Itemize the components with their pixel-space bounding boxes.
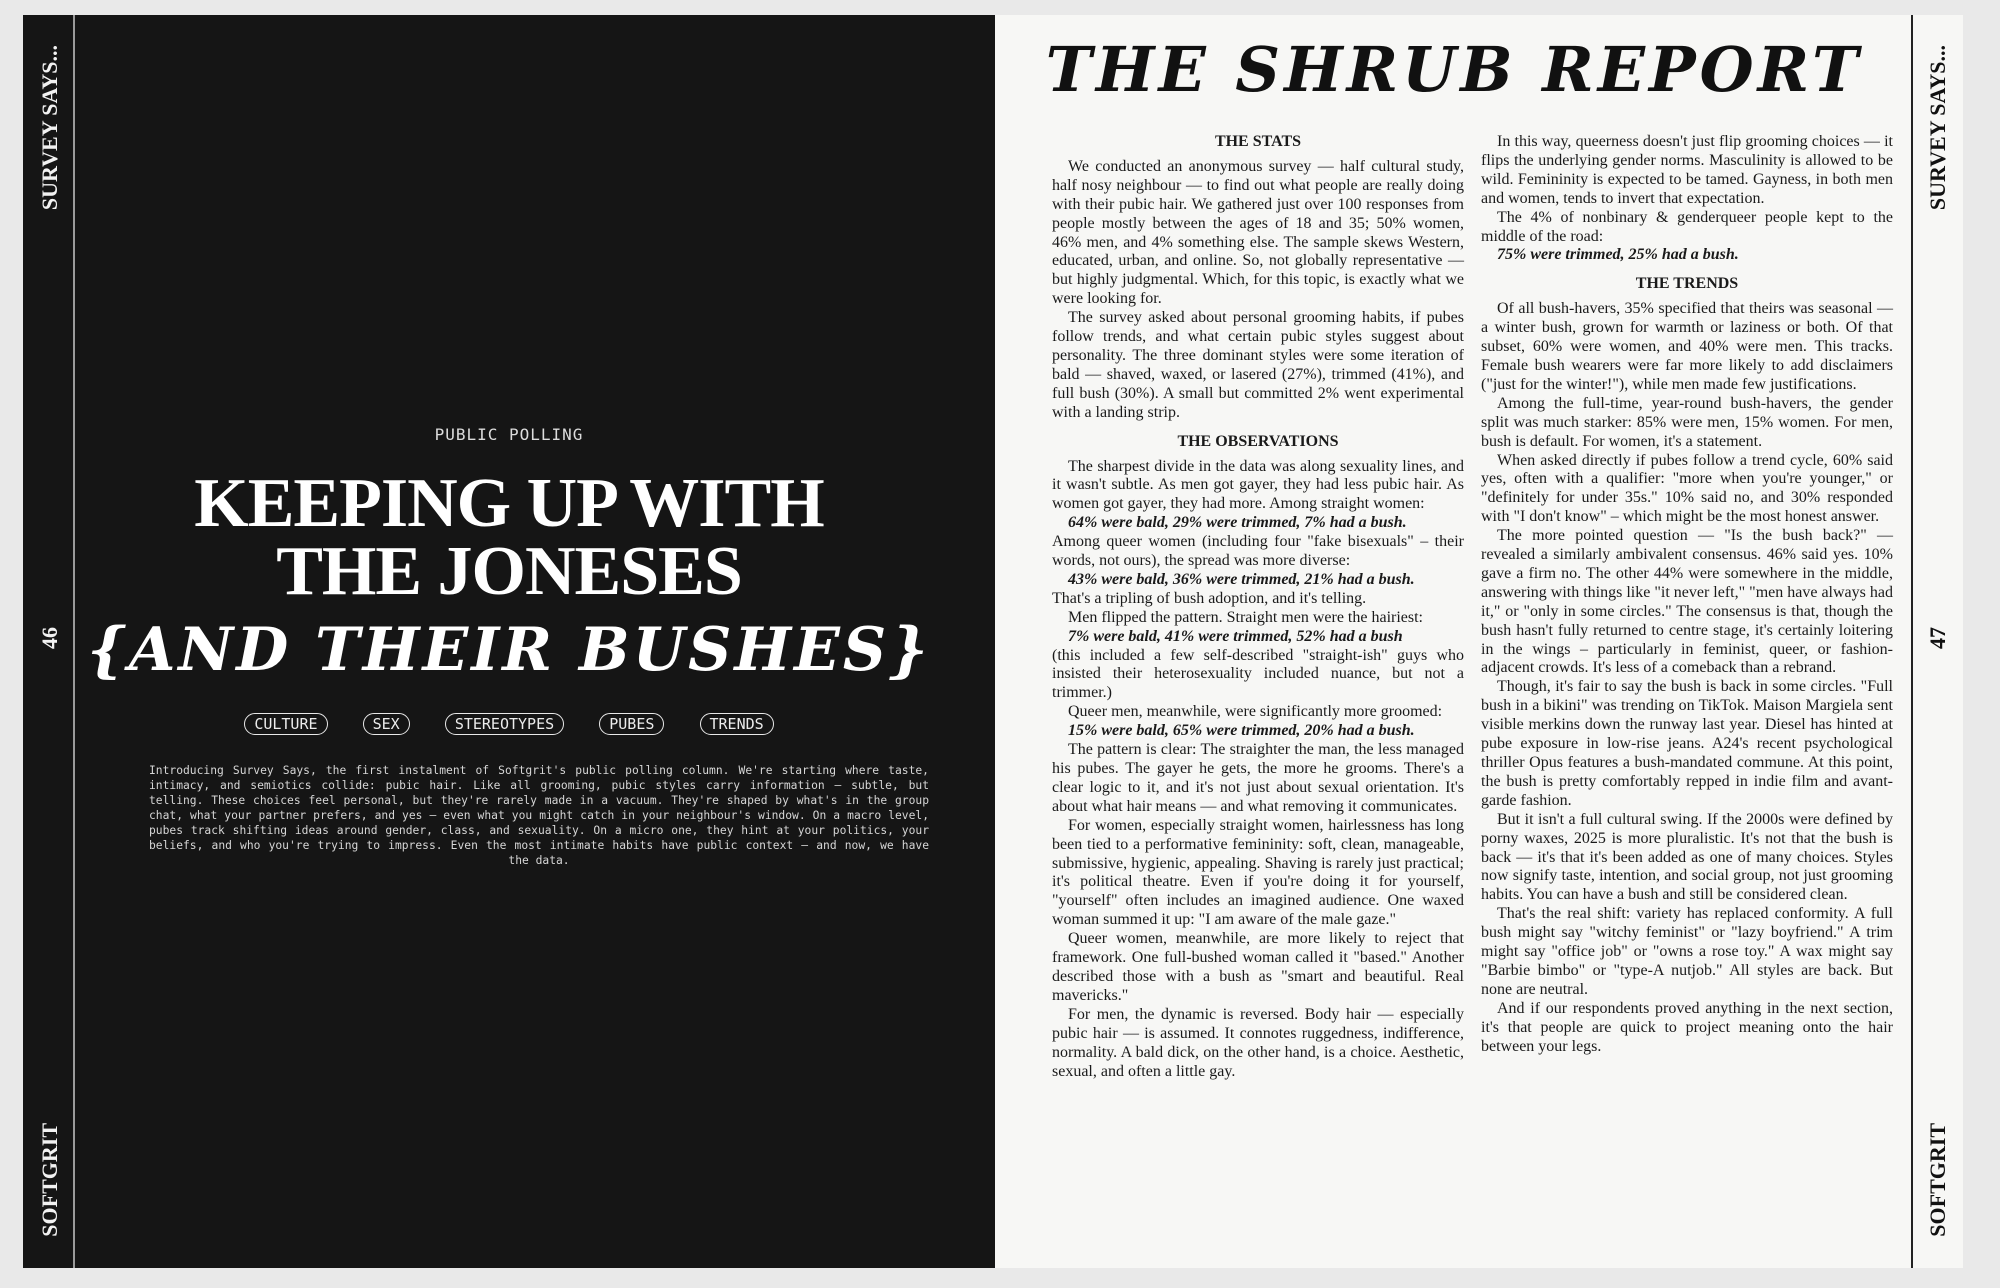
article-column-left [1052,133,1464,1081]
article-column-right [1481,133,1893,1057]
tag-trends[interactable]: TRENDS [700,713,774,735]
right-page-number: 47 [1925,627,1950,649]
paragraph: That's a tripling of bush adoption, and it's telling. [1052,589,1367,607]
tag-stereotypes[interactable]: STEREOTYPES [445,713,564,735]
heading-the-observations: THE OBSERVATIONS [1177,432,1339,450]
headline-script: {AND THEIR BUSHES} [87,615,931,685]
stat-line: 75% were trimmed, 25% had a bush. [1497,246,1739,264]
paragraph: For women, especially straight women, hairlessness has long been tied to a performative femininity: soft, clean, manageable, submissive, hygienic, appealing. Shaving is rarely just practical; it's political theatre. Even if you're doing it for yourself, "yourself" often includes an imagined audience. One waxed woman summed it up: "I am aware of the male gaze." [1052,816,1464,929]
left-page-number: 46 [37,627,62,649]
paragraph: Queer men, meanwhile, were significantly more groomed: [1068,703,1443,721]
stat-line: 43% were bald, 36% were trimmed, 21% had a bush. [1068,570,1415,588]
paragraph: We conducted an anonymous survey — half cultural study, half nosy neighbour — to find out what people are really doing with their pubic hair. We gathered just over 100 responses from people mostly between the ages of 18 and 35; 50% women, 46% men, and 4% something else. The sample skews Western, educated, urban, and online. So, not globally representative — but highly judgmental. Which, for this topic, is exactly what we were looking for. [1052,157,1464,308]
right-spine [1911,15,1963,1268]
headline [23,465,995,610]
paragraph: The pattern is clear: The straighter the man, the less managed his pubes. The gayer he gets, the more he grooms. There's a clear logic to it, and it's not just about sexual orientation. It's about what hair means — and what removing it communicates. [1052,741,1464,815]
paragraph: And if our respondents proved anything in the next section, it's that people are quick to project meaning onto the hair between your legs. [1481,999,1893,1055]
stat-line: 64% were bald, 29% were trimmed, 7% had a bush. [1068,514,1407,532]
paragraph: The more pointed question — "Is the bush back?" — revealed a similarly ambivalent consensus. 46% said yes. 10% gave a firm no. The other 44% were somewhere in the middle, answering with things like "it never left," "men have always had it," or "only in some circles." The consensus is that, though the bush hasn't fully returned to centre stage, it's certainly loitering in the wings – particularly in feminist, queer, or fashion-adjacent crowds. It's less of a comeback than a rebrand. [1481,527,1893,677]
intro-paragraph: Introducing Survey Says, the first instalment of Softgrit's public polling column. We're starting where taste, intimacy, and semiotics collide: pubic hair. Like all grooming, pubic styles carry information – subtle, but telling. These choices feel personal, but they're rarely made in a vacuum. They're shaped by what's in the group chat, what your partner prefers, and yes – even what you might catch in your neighbour's window. On a macro level, pubes track shifting ideas around gender, class, and sexuality. On a micro one, they hint at your politics, your beliefs, and who you're trying to impress. Even the most intimate habits have public context – and now, we have the data. [149,764,929,867]
stat-line: 15% were bald, 65% were trimmed, 20% had a bush. [1068,722,1415,740]
paragraph: Of all bush-havers, 35% specified that theirs was seasonal — a winter bush, grown for warmth or laziness or both. Of that subset, 60% were women, and 40% were men. This tracks. Female bush wearers were far more likely to add disclaimers ("just for the winter!"), while men made few justifications. [1481,300,1893,393]
tag-list [23,713,995,735]
left-spine-section-label: SURVEY SAYS... [37,45,62,211]
paragraph: The sharpest divide in the data was along sexuality lines, and it wasn't subtle. As men got gayer, they had less pubic hair. As women got gayer, they had more. Among straight women: [1052,457,1464,513]
paragraph: In this way, queerness doesn't just flip grooming choices — it flips the underlying gender norms. Masculinity is allowed to be wild. Femininity is expected to be tamed. Gayness, in both men and women, tends to invert that expectation. [1481,133,1893,207]
headline-line-1: KEEPING UP WITH [194,465,824,542]
tag-pubes[interactable]: PUBES [599,713,664,735]
tag-culture[interactable]: CULTURE [244,713,327,735]
right-spine-brand: SOFTGRIT [1925,1123,1950,1237]
paragraph: When asked directly if pubes follow a trend cycle, 60% said yes, often with a qualifier: "more when you're younger," or "definitely for under 35s." 10% said no, and 30% responded with "I don't know" – which might be the most honest answer. [1481,451,1893,526]
paragraph: But it isn't a full cultural swing. If the 2000s were defined by porny waxes, 2025 is more pluralistic. It's not that the bush is back — it's that it's been added as one of many choices. Styles now signify taste, intention, and social group, not just grooming habits. You can have a bush and still be considered clean. [1481,810,1893,904]
stat-line: 7% were bald, 41% were trimmed, 52% had a bush [1068,627,1403,645]
paragraph: (this included a few self-described "straight-ish" guys who insisted their heterosexuality included nuance, but not a trimmer.) [1052,646,1464,702]
tag-sex[interactable]: SEX [363,713,410,735]
headline-line-2: THE JONESES [276,533,742,610]
left-spine-brand: SOFTGRIT [37,1123,62,1237]
right-spine-section-label: SURVEY SAYS... [1925,45,1950,211]
paragraph: That's the real shift: variety has replaced conformity. A full bush might say "witchy feminist" or "lazy boyfriend." A trim might say "office job" or "owns a rose toy." A wax might say "Barbie bimbo" or "type-A nutjob." All styles are back. But none are neutral. [1481,905,1893,998]
paragraph: Among the full-time, year-round bush-havers, the gender split was much starker: 85% were men, 15% women. For men, bush is default. For women, it's a statement. [1481,394,1893,450]
paragraph: The survey asked about personal grooming habits, if pubes follow trends, and what certain pubic styles suggest about personality. The three dominant styles were some iteration of bald — shaved, waxed, or lasered (27%), trimmed (41%), and full bush (30%). A small but committed 2% went experimental with a landing strip. [1052,309,1464,421]
paragraph: Though, it's fair to say the bush is back in some circles. "Full bush in a bikini" was trending on TikTok. Maison Margiela sent visible merkins down the runway last year. Diesel has hinted at pube exposure in low-rise jeans. A24's recent psychological thriller Opus features a bush-mandated commune. At this point, the bush is pretty comfortably repped in indie film and avant-garde fashion. [1481,678,1893,809]
paragraph: The 4% of nonbinary & genderqueer people kept to the middle of the road: [1481,208,1893,245]
heading-the-trends: THE TRENDS [1635,275,1739,293]
section-kicker: PUBLIC POLLING [434,425,584,444]
right-page [995,15,1963,1268]
left-page [23,15,995,1268]
paragraph: Queer women, meanwhile, are more likely to reject that framework. One full-bushed woman called it "based." Another described those with a bush as "smart and beautiful. Real mavericks." [1052,930,1464,1004]
paragraph: For men, the dynamic is reversed. Body hair — especially pubic hair — is assumed. It connotes ruggedness, indifference, normality. A bald dick, on the other hand, is a choice. Aesthetic, sexual, and often a little gay. [1052,1005,1464,1080]
heading-the-stats: THE STATS [1214,133,1302,150]
paragraph: Men flipped the pattern. Straight men were the hairiest: [1068,608,1423,626]
paragraph: Among queer women (including four "fake bisexuals" – their words, not ours), the spread was more diverse: [1052,533,1464,570]
report-title: THE SHRUB REPORT [1045,33,1863,106]
